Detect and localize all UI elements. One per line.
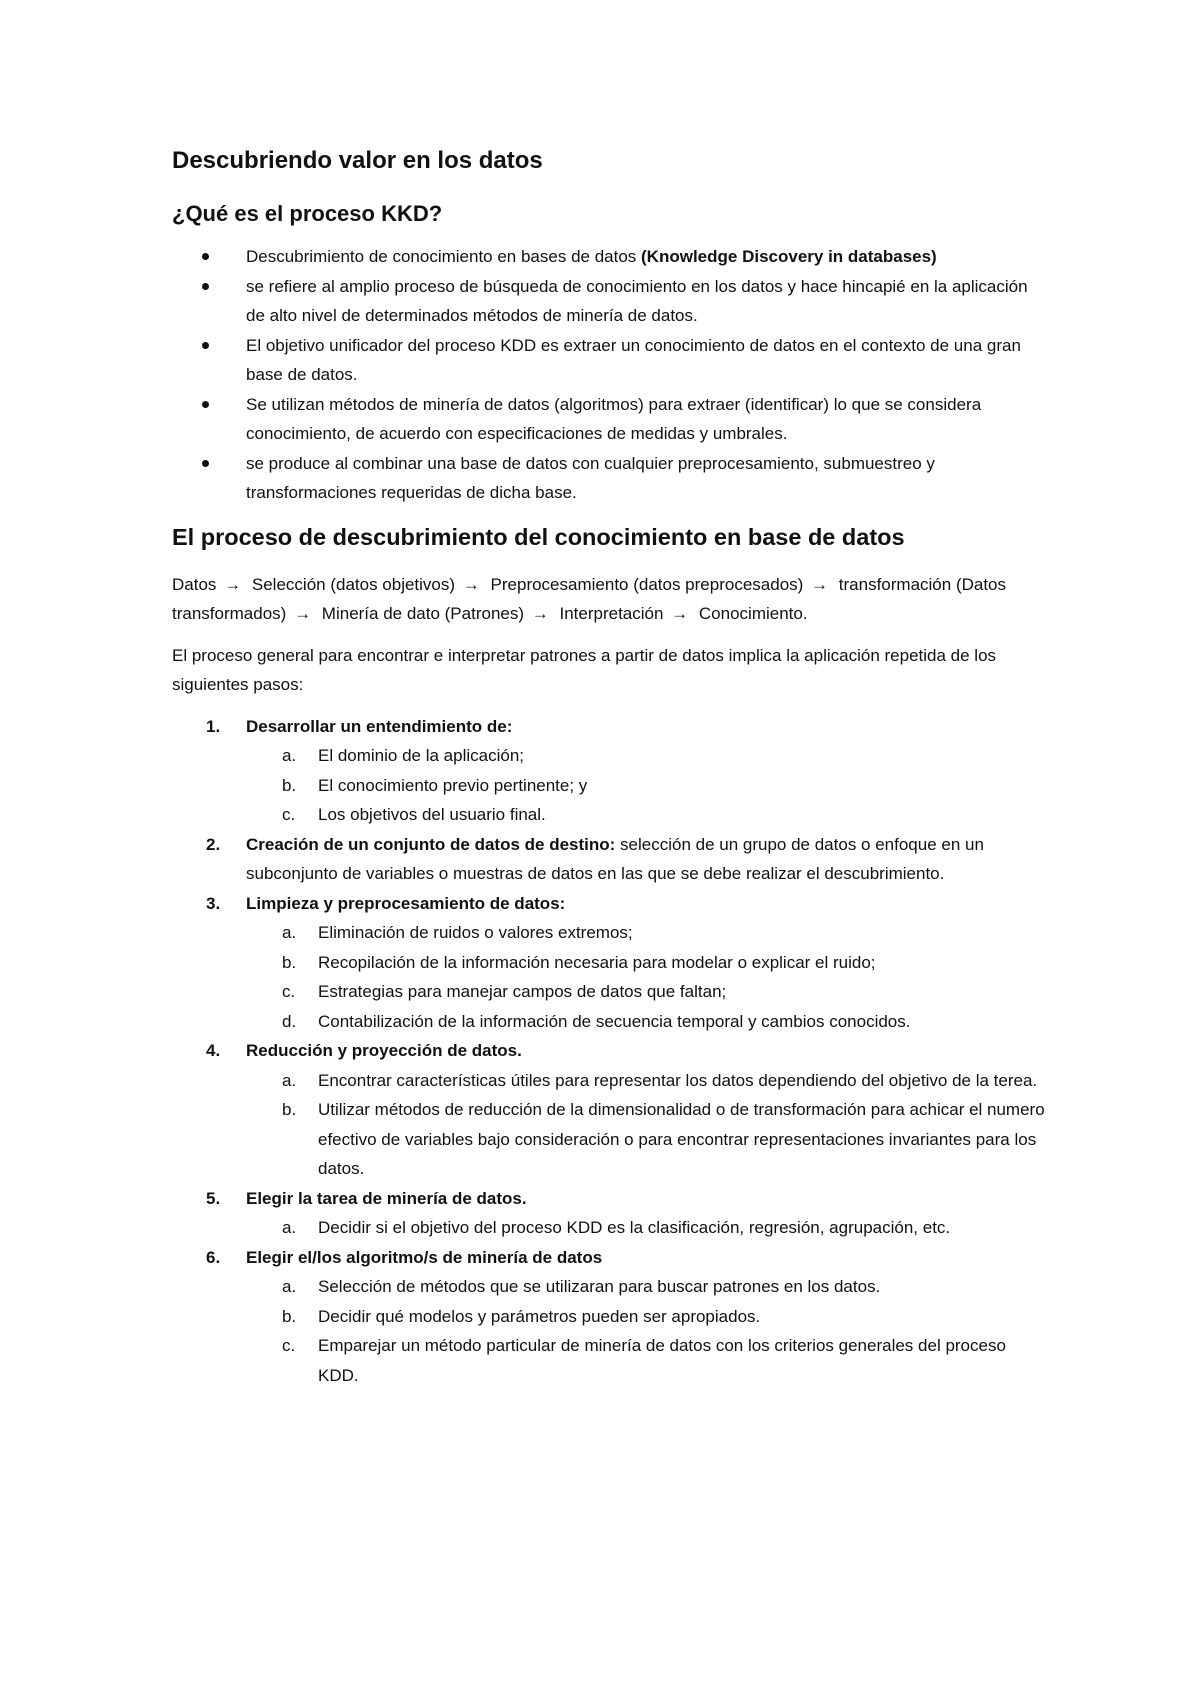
substep-text: Utilizar métodos de reducción de la dimensionalidad o de transformación para achicar el numero efectivo de variables bajo consideración o para encontrar representaciones invariantes para los datos. xyxy=(318,1100,1045,1178)
flow-step: Selección (datos objetivos) xyxy=(251,574,456,594)
substep-item xyxy=(282,1331,1050,1390)
substep-letter: c. xyxy=(282,982,296,1001)
substep-text: Emparejar un método particular de minería de datos con los criterios generales del proceso KDD. xyxy=(318,1336,1006,1385)
bullet-item xyxy=(246,390,1050,449)
substep-letter: b. xyxy=(282,1100,297,1119)
bullet-dot-icon xyxy=(202,401,209,408)
arrow-right-icon: → xyxy=(294,604,312,623)
substep-text: Recopilación de la información necesaria para modelar o explicar el ruido; xyxy=(318,952,876,972)
substep-item xyxy=(282,948,1050,978)
substep-letter: b. xyxy=(282,1306,297,1326)
substep-text: Eliminación de ruidos o valores extremos; xyxy=(318,923,633,942)
bullet-text: Se utilizan métodos de minería de datos (algoritmos) para extraer (identificar) lo que se considera conocimiento, de acuerdo con especificaciones de medidas y umbrales. xyxy=(246,394,982,443)
flow-step: Conocimiento. xyxy=(698,604,808,623)
step-number: 6. xyxy=(206,1247,221,1267)
substep-letter: b. xyxy=(282,952,297,972)
step-title: Desarrollar un entendimiento de: xyxy=(246,716,513,736)
substep-letter: c. xyxy=(282,805,296,824)
substep-item xyxy=(282,977,1050,1007)
substep-letter: c. xyxy=(282,1336,296,1355)
substeps-list xyxy=(246,918,1050,1036)
substeps-list xyxy=(246,1066,1050,1184)
substep-letter: a. xyxy=(282,1218,297,1237)
page-title: Descubriendo valor en los datos xyxy=(172,147,543,174)
substep-letter: b. xyxy=(282,775,297,795)
flow-step: Preprocesamiento (datos preprocesados) xyxy=(490,574,804,594)
substep-text: Decidir qué modelos y parámetros pueden ser apropiados. xyxy=(318,1306,761,1326)
substep-letter: d. xyxy=(282,1011,297,1031)
section-title: El proceso de descubrimiento del conocimiento en base de datos xyxy=(172,523,905,550)
step-item xyxy=(206,1184,1050,1243)
substep-text: Encontrar características útiles para representar los datos dependiendo del objetivo de la terea. xyxy=(318,1070,1038,1090)
substep-item xyxy=(282,741,1050,771)
substeps-list xyxy=(246,1213,1050,1243)
step-description: selección de un grupo de datos o enfoque en un subconjunto de variables o muestras de datos en las que se debe realizar el descubrimiento. xyxy=(246,834,984,883)
step-number: 3. xyxy=(206,893,221,913)
substep-item xyxy=(282,1007,1050,1037)
step-item xyxy=(206,830,1050,889)
process-flow xyxy=(172,570,1050,629)
bullet-dot-icon xyxy=(202,253,209,260)
bullet-dot-icon xyxy=(202,283,209,290)
substep-item xyxy=(282,918,1050,948)
step-number: 2. xyxy=(206,834,221,854)
substep-item xyxy=(282,1066,1050,1096)
bullet-text: se produce al combinar una base de datos con cualquier preprocesamiento, submuestreo y transformaciones requeridas de dicha base. xyxy=(246,453,935,502)
substep-text: El conocimiento previo pertinente; y xyxy=(318,775,588,795)
kdd-definition-list xyxy=(172,242,1050,508)
steps-list xyxy=(172,712,1050,1391)
arrow-right-icon: → xyxy=(531,604,549,623)
intro-paragraph: El proceso general para encontrar e interpretar patrones a partir de datos implica la aplicación repetida de los siguientes pasos: xyxy=(172,645,997,694)
step-number: 4. xyxy=(206,1041,221,1060)
substeps-list xyxy=(246,1272,1050,1390)
step-title: Elegir el/los algoritmo/s de minería de datos xyxy=(246,1247,603,1267)
bullet-bold-text: (Knowledge Discovery in databases) xyxy=(641,247,937,266)
substep-text: Decidir si el objetivo del proceso KDD es la clasificación, regresión, agrupación, etc. xyxy=(318,1218,951,1237)
substep-item xyxy=(282,1095,1050,1184)
substep-text: El dominio de la aplicación; xyxy=(318,746,525,765)
bullet-text: se refiere al amplio proceso de búsqueda de conocimiento en los datos y hace hincapié en la aplicación de alto nivel de determinados métodos de minería de datos. xyxy=(246,276,1028,325)
bullet-text: El objetivo unificador del proceso KDD es extraer un conocimiento de datos en el contexto de una gran base de datos. xyxy=(246,335,1021,384)
arrow-right-icon: → xyxy=(671,604,689,623)
bullet-dot-icon xyxy=(202,460,209,467)
step-title: Reducción y proyección de datos. xyxy=(246,1041,522,1060)
substeps-list xyxy=(246,741,1050,830)
bullet-item xyxy=(246,272,1050,331)
bullet-item xyxy=(246,449,1050,508)
substep-item xyxy=(282,800,1050,830)
step-title: Creación de un conjunto de datos de destino: xyxy=(246,834,616,854)
bullet-dot-icon xyxy=(202,342,209,349)
substep-text: Selección de métodos que se utilizaran para buscar patrones en los datos. xyxy=(318,1277,881,1296)
arrow-right-icon: → xyxy=(224,574,242,594)
bullet-item xyxy=(246,242,1050,272)
arrow-right-icon: → xyxy=(811,574,829,594)
kdd-question-heading: ¿Qué es el proceso KKD? xyxy=(172,201,443,226)
flow-step: Datos xyxy=(172,574,217,594)
bullet-text: Descubrimiento de conocimiento en bases de datos xyxy=(246,247,642,266)
substep-text: Estrategias para manejar campos de datos que faltan; xyxy=(318,982,727,1001)
substep-item xyxy=(282,1213,1050,1243)
step-number: 1. xyxy=(206,716,221,736)
substep-text: Contabilización de la información de secuencia temporal y cambios conocidos. xyxy=(318,1011,911,1031)
flow-step: transformación (Datos transformados) xyxy=(172,574,1007,623)
step-title: Elegir la tarea de minería de datos. xyxy=(246,1188,527,1208)
flow-step: Interpretación xyxy=(559,604,664,623)
step-item xyxy=(206,889,1050,1037)
substep-text: Los objetivos del usuario final. xyxy=(318,805,546,824)
step-item xyxy=(206,712,1050,830)
substep-item xyxy=(282,1302,1050,1332)
flow-step: Minería de dato (Patrones) xyxy=(321,604,525,623)
substep-letter: a. xyxy=(282,746,297,765)
arrow-right-icon: → xyxy=(462,574,480,594)
substep-item xyxy=(282,1272,1050,1302)
step-number: 5. xyxy=(206,1188,221,1208)
bullet-item xyxy=(246,331,1050,390)
step-item xyxy=(206,1036,1050,1184)
substep-letter: a. xyxy=(282,1277,297,1296)
substep-letter: a. xyxy=(282,923,297,942)
step-item xyxy=(206,1243,1050,1391)
substep-item xyxy=(282,771,1050,801)
step-title: Limpieza y preprocesamiento de datos: xyxy=(246,893,566,913)
substep-letter: a. xyxy=(282,1070,297,1090)
